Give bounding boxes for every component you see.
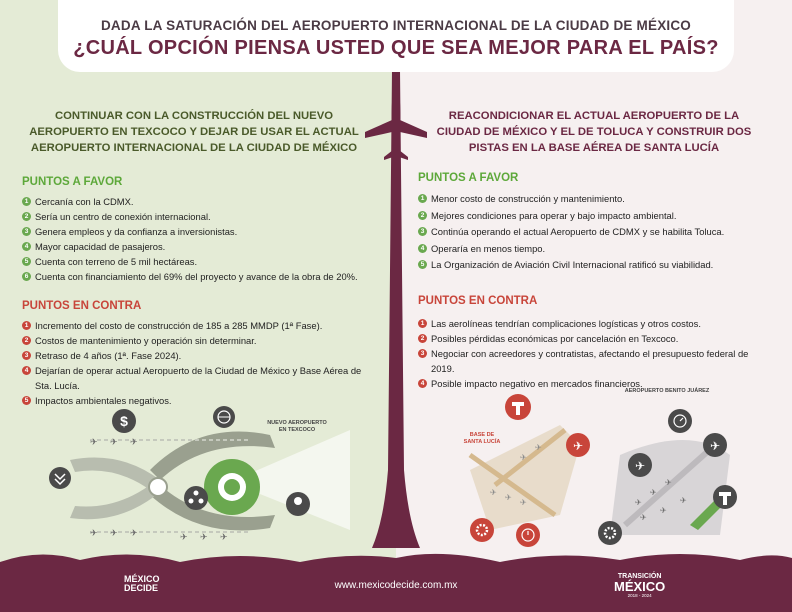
list-item xyxy=(22,333,362,348)
right-cons-heading: PUNTOS EN CONTRA xyxy=(418,295,538,307)
santa-lucia-label xyxy=(462,432,502,446)
logo-line: 2018 - 2024 xyxy=(627,593,652,598)
number-badge: 3 xyxy=(22,351,31,360)
list-item-text: Cuenta con financiamiento del 69% del proyecto y avance de la obra de 20%. xyxy=(35,271,358,282)
header-card xyxy=(58,0,734,72)
number-badge: 1 xyxy=(418,194,427,203)
left-title-line: AEROPUERTO EN TEXCOCO Y DEJAR DE USAR EL ACTUAL xyxy=(29,126,359,138)
svg-text:✈: ✈ xyxy=(640,513,647,522)
right-option-title xyxy=(416,108,772,156)
svg-text:✈: ✈ xyxy=(130,438,138,448)
number-badge: 1 xyxy=(22,321,31,330)
list-item-text: Incremento del costo de construcción de 185 a 285 MMDP (1ª Fase). xyxy=(35,320,323,331)
terminal-wing-left-bottom xyxy=(70,485,160,519)
benito-juarez-label: AEROPUERTO BENITO JUÁREZ xyxy=(624,388,710,394)
number-badge: 4 xyxy=(418,244,427,253)
list-item xyxy=(418,316,773,331)
svg-text:✈: ✈ xyxy=(110,529,118,539)
right-pros-heading: PUNTOS A FAVOR xyxy=(418,172,519,184)
left-cons-list xyxy=(22,318,362,408)
header-question: ¿CUÁL OPCIÓN PIENSA USTED QUE SEA MEJOR PARA EL PAÍS? xyxy=(73,37,719,59)
people-icon xyxy=(184,486,208,510)
list-item xyxy=(22,239,382,254)
svg-text:✈: ✈ xyxy=(535,443,542,452)
list-item-text: Continúa operando el actual Aeropuerto de CDMX y se habilita Toluca. xyxy=(431,226,725,237)
list-item-text: Posibles pérdidas económicas por cancelación en Texcoco. xyxy=(431,333,679,344)
label-line: EN TEXCOCO xyxy=(278,427,316,433)
svg-text:✈: ✈ xyxy=(200,533,208,543)
gear-icon xyxy=(470,518,494,542)
list-item xyxy=(22,363,362,393)
santa-lucia-juarez-illustration xyxy=(400,385,792,550)
list-item-text: Mayor capacidad de pasajeros. xyxy=(35,241,166,252)
right-pros-list xyxy=(418,191,778,274)
list-item xyxy=(418,257,778,274)
svg-text:✈: ✈ xyxy=(635,498,642,507)
list-item xyxy=(22,224,382,239)
left-pros-list xyxy=(22,194,382,284)
list-item xyxy=(22,254,382,269)
number-badge: 3 xyxy=(22,227,31,236)
left-title-line: AEROPUERTO INTERNACIONAL DE LA CIUDAD DE MÉXICO xyxy=(30,142,358,154)
svg-text:✈: ✈ xyxy=(520,498,527,507)
number-badge: 2 xyxy=(22,336,31,345)
svg-text:✈: ✈ xyxy=(90,529,98,539)
list-item-text: La Organización de Aviación Civil Internacional ratificó su viabilidad. xyxy=(431,259,714,270)
right-cons-list xyxy=(418,316,773,391)
svg-text:✈: ✈ xyxy=(665,478,672,487)
number-badge: 5 xyxy=(22,396,31,405)
number-badge: 1 xyxy=(418,319,427,328)
svg-text:✈: ✈ xyxy=(572,439,584,453)
number-badge: 5 xyxy=(418,260,427,269)
logo-line: TRANSICIÓN xyxy=(617,573,662,580)
left-title-line: CONTINUAR CON LA CONSTRUCCIÓN DEL NUEVO xyxy=(54,110,334,122)
list-item xyxy=(22,269,382,284)
svg-text:✈: ✈ xyxy=(110,438,118,448)
number-badge: 3 xyxy=(418,227,427,236)
list-item-text: Negociar con acreedores y contratistas, afectando el presupuesto federal de 2019. xyxy=(431,348,749,374)
list-item-text: Posible impacto negativo en mercados financieros. xyxy=(431,378,643,389)
list-item xyxy=(418,191,778,208)
svg-text:✈: ✈ xyxy=(680,496,687,505)
list-item-text: Impactos ambientales negativos. xyxy=(35,395,172,406)
list-item-text: Menor costo de construcción y mantenimiento. xyxy=(431,193,625,204)
right-title-line: PISTAS EN LA BASE AÉREA DE SANTA LUCÍA xyxy=(468,142,720,154)
list-item xyxy=(418,241,778,258)
svg-text:✈: ✈ xyxy=(90,438,98,448)
logo-line: MÉXICO xyxy=(614,579,666,594)
transicion-mexico-logo xyxy=(614,573,665,598)
right-title-line: CIUDAD DE MÉXICO Y EL DE TOLUCA Y CONSTRUIR DOS xyxy=(436,126,752,138)
svg-text:✈: ✈ xyxy=(709,439,721,453)
list-item-text: Cercanía con la CDMX. xyxy=(35,196,134,207)
number-badge: 4 xyxy=(22,242,31,251)
svg-text:✈: ✈ xyxy=(180,533,188,543)
list-item-text: Costos de mantenimiento y operación sin determinar. xyxy=(35,335,257,346)
header-subtitle: DADA LA SATURACIÓN DEL AEROPUERTO INTERNACIONAL DE LA CIUDAD DE MÉXICO xyxy=(100,18,692,33)
logo-line: MÉXICO xyxy=(124,574,160,584)
number-badge: 2 xyxy=(418,211,427,220)
svg-text:✈: ✈ xyxy=(505,493,512,502)
list-item xyxy=(22,194,382,209)
list-item xyxy=(418,224,778,241)
left-pros-heading: PUNTOS A FAVOR xyxy=(22,176,123,188)
list-item-text: Cuenta con terreno de 5 mil hectáreas. xyxy=(35,256,198,267)
logo-line: DECIDE xyxy=(124,583,159,593)
svg-text:✈: ✈ xyxy=(490,488,497,497)
list-item xyxy=(418,208,778,225)
list-item-text: Sería un centro de conexión internacional. xyxy=(35,211,211,222)
list-item xyxy=(22,318,362,333)
svg-text:$: $ xyxy=(120,413,128,429)
svg-text:✈: ✈ xyxy=(650,488,657,497)
label-line: BASE DE xyxy=(469,432,495,438)
list-item-text: Retraso de 4 años (1ª. Fase 2024). xyxy=(35,350,182,361)
gear-icon xyxy=(598,521,622,545)
list-item xyxy=(22,348,362,363)
left-cons-heading: PUNTOS EN CONTRA xyxy=(22,300,142,312)
right-title-line: REACONDICIONAR EL ACTUAL AEROPUERTO DE LA xyxy=(448,110,740,122)
label-line: SANTA LUCÍA xyxy=(463,439,501,445)
number-badge: 4 xyxy=(22,366,31,375)
texcoco-airport-illustration xyxy=(0,400,392,550)
list-item-text: Las aerolíneas tendrían complicaciones logísticas y otros costos. xyxy=(431,318,701,329)
number-badge: 2 xyxy=(22,212,31,221)
list-item-text: Mejores condiciones para operar y bajo impacto ambiental. xyxy=(431,209,677,221)
number-badge: 2 xyxy=(418,334,427,343)
terminal-wing-left xyxy=(70,458,160,491)
texcoco-map-label xyxy=(262,420,332,434)
number-badge: 1 xyxy=(22,197,31,206)
number-badge: 6 xyxy=(22,272,31,281)
website-link[interactable]: www.mexicodecide.com.mx xyxy=(334,580,458,591)
number-badge: 5 xyxy=(22,257,31,266)
svg-text:✈: ✈ xyxy=(130,529,138,539)
list-item-text: Dejarían de operar actual Aeropuerto de la Ciudad de México y Base Aérea de Sta. Lucía. xyxy=(35,365,362,391)
svg-text:✈: ✈ xyxy=(520,453,527,462)
svg-text:✈: ✈ xyxy=(220,533,228,543)
svg-text:✈: ✈ xyxy=(634,459,646,473)
list-item xyxy=(418,331,773,346)
list-item xyxy=(22,209,382,224)
number-badge: 3 xyxy=(418,349,427,358)
svg-text:✈: ✈ xyxy=(660,506,667,515)
list-item-text: Genera empleos y da confianza a inversionistas. xyxy=(35,226,238,237)
left-option-title xyxy=(18,108,370,156)
list-item-text: Operaría en menos tiempo. xyxy=(431,242,546,254)
label-line: NUEVO AEROPUERTO xyxy=(267,420,327,426)
number-badge: 4 xyxy=(418,379,427,388)
list-item xyxy=(418,346,773,376)
